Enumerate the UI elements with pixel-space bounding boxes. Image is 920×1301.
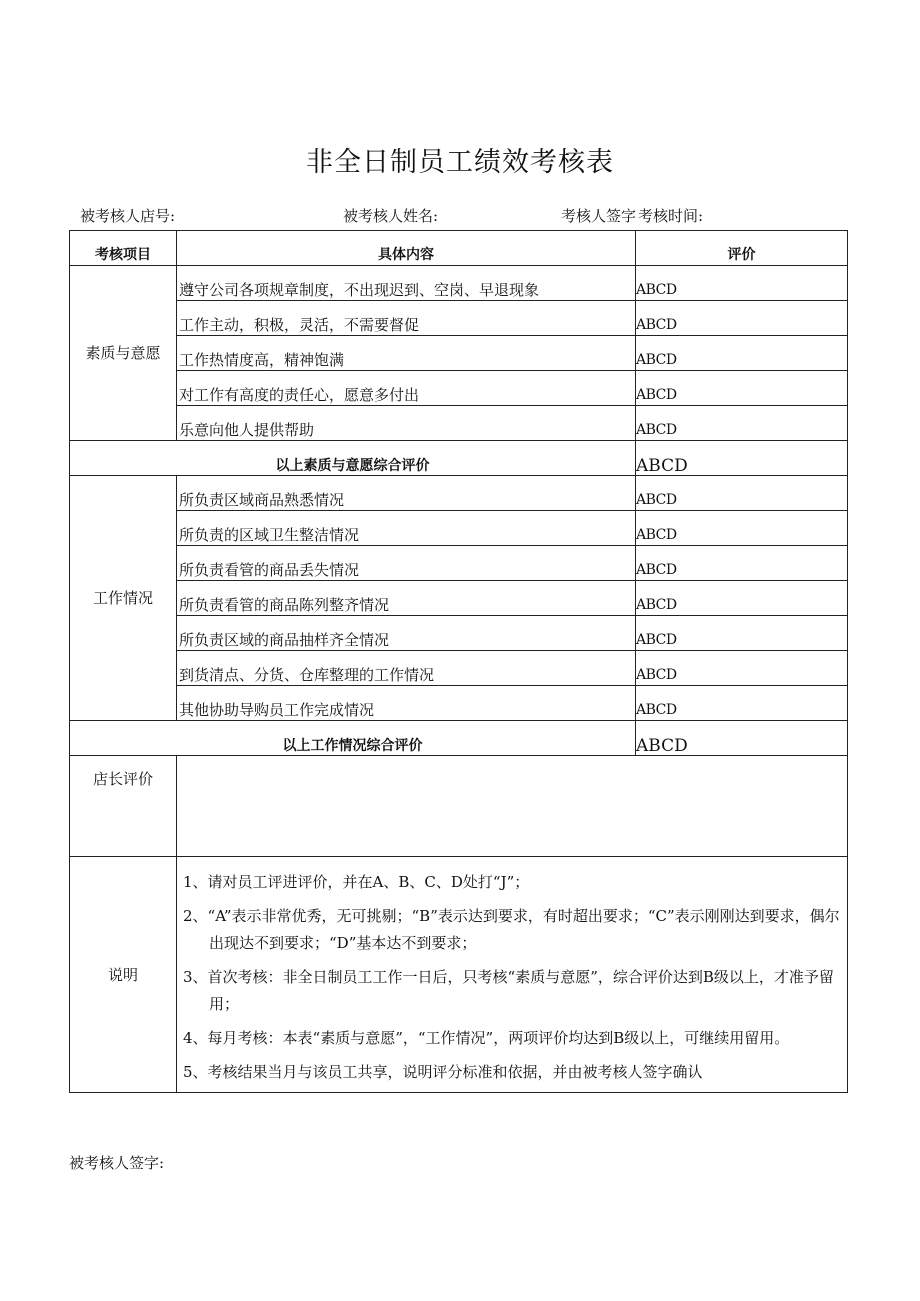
col-header-item: 考核项目	[70, 231, 177, 266]
criteria-text: 所负责区域商品熟悉情况	[177, 476, 636, 511]
criteria-text: 工作热情度高，精神饱满	[177, 336, 636, 371]
criteria-text: 所负责看管的商品陈列整齐情况	[177, 581, 636, 616]
criteria-text: 其他协助导购员工作完成情况	[177, 686, 636, 721]
manager-review-row	[70, 756, 848, 857]
employee-name-label: 被考核人姓名:	[343, 207, 439, 225]
rating-options[interactable]: ABCD	[636, 581, 848, 616]
manager-review-label: 店长评价	[70, 756, 177, 857]
rating-options[interactable]: ABCD	[636, 651, 848, 686]
summary-label-work: 以上工作情况综合评价	[70, 721, 636, 756]
summary-row-work	[70, 721, 848, 756]
rating-options[interactable]: ABCD	[636, 406, 848, 441]
notes-row	[70, 857, 848, 1093]
note-item: 5、考核结果当月与该员工共享，说明评分标准和依据，并由被考核人签字确认	[183, 1063, 703, 1081]
table-row	[70, 406, 848, 441]
manager-review-field[interactable]	[177, 756, 848, 857]
criteria-text: 到货清点、分货、仓库整理的工作情况	[177, 651, 636, 686]
note-item: 4、每月考核：本表“素质与意愿”，“工作情况”，两项评价均达到B级以上，可继续用留用。	[183, 1029, 790, 1047]
note-item: 3、首次考核：非全日制员工工作一日后，只考核“素质与意愿”，综合评价达到B级以上，才准予留用；	[183, 968, 834, 1013]
assessor-signature-label: 考核人签字	[561, 207, 637, 225]
summary-label-quality: 以上素质与意愿综合评价	[70, 441, 636, 476]
table-row	[70, 266, 848, 301]
rating-options[interactable]: ABCD	[636, 616, 848, 651]
table-row	[70, 336, 848, 371]
rating-options[interactable]: ABCD	[636, 266, 848, 301]
note-item: 1、请对员工评进评价，并在A、B、C、D处打“J”；	[183, 873, 530, 891]
summary-rating-quality[interactable]: ABCD	[636, 441, 848, 476]
note-item: 2、“A”表示非常优秀，无可挑剔；“B”表示达到要求，有时超出要求；“C”表示刚刚达到要求，偶尔出现达不到要求；“D”基本达不到要求；	[183, 907, 840, 952]
notes-label: 说明	[70, 857, 177, 1093]
col-header-content: 具体内容	[177, 231, 636, 266]
rating-options[interactable]: ABCD	[636, 301, 848, 336]
table-row	[70, 581, 848, 616]
summary-row-quality	[70, 441, 848, 476]
table-row	[70, 546, 848, 581]
rating-options[interactable]: ABCD	[636, 336, 848, 371]
assessment-time-label: 考核时间:	[638, 207, 704, 225]
rating-options[interactable]: ABCD	[636, 476, 848, 511]
table-row	[70, 476, 848, 511]
table-header-row	[70, 231, 848, 266]
category-quality-willingness: 素质与意愿	[70, 266, 177, 441]
rating-options[interactable]: ABCD	[636, 546, 848, 581]
page-title: 非全日制员工绩效考核表	[306, 147, 614, 178]
criteria-text: 乐意向他人提供帮助	[177, 406, 636, 441]
table-row	[70, 651, 848, 686]
criteria-text: 所负责的区域卫生整洁情况	[177, 511, 636, 546]
shop-number-label: 被考核人店号:	[80, 207, 176, 225]
summary-rating-work[interactable]: ABCD	[636, 721, 848, 756]
table-row	[70, 301, 848, 336]
criteria-text: 所负责看管的商品丢失情况	[177, 546, 636, 581]
rating-options[interactable]: ABCD	[636, 511, 848, 546]
appraisal-table	[69, 230, 848, 1093]
table-row	[70, 686, 848, 721]
category-work-performance: 工作情况	[70, 476, 177, 721]
criteria-text: 工作主动，积极，灵活，不需要督促	[177, 301, 636, 336]
criteria-text: 所负责区域的商品抽样齐全情况	[177, 616, 636, 651]
table-row	[70, 511, 848, 546]
rating-options[interactable]: ABCD	[636, 371, 848, 406]
table-row	[70, 371, 848, 406]
rating-options[interactable]: ABCD	[636, 686, 848, 721]
employee-signature-label: 被考核人签字:	[69, 1154, 165, 1172]
criteria-text: 对工作有高度的责任心，愿意多付出	[177, 371, 636, 406]
col-header-rating: 评价	[636, 231, 848, 266]
notes-content	[177, 857, 848, 1093]
table-row	[70, 616, 848, 651]
criteria-text: 遵守公司各项规章制度，不出现迟到、空岗、早退现象	[177, 266, 636, 301]
